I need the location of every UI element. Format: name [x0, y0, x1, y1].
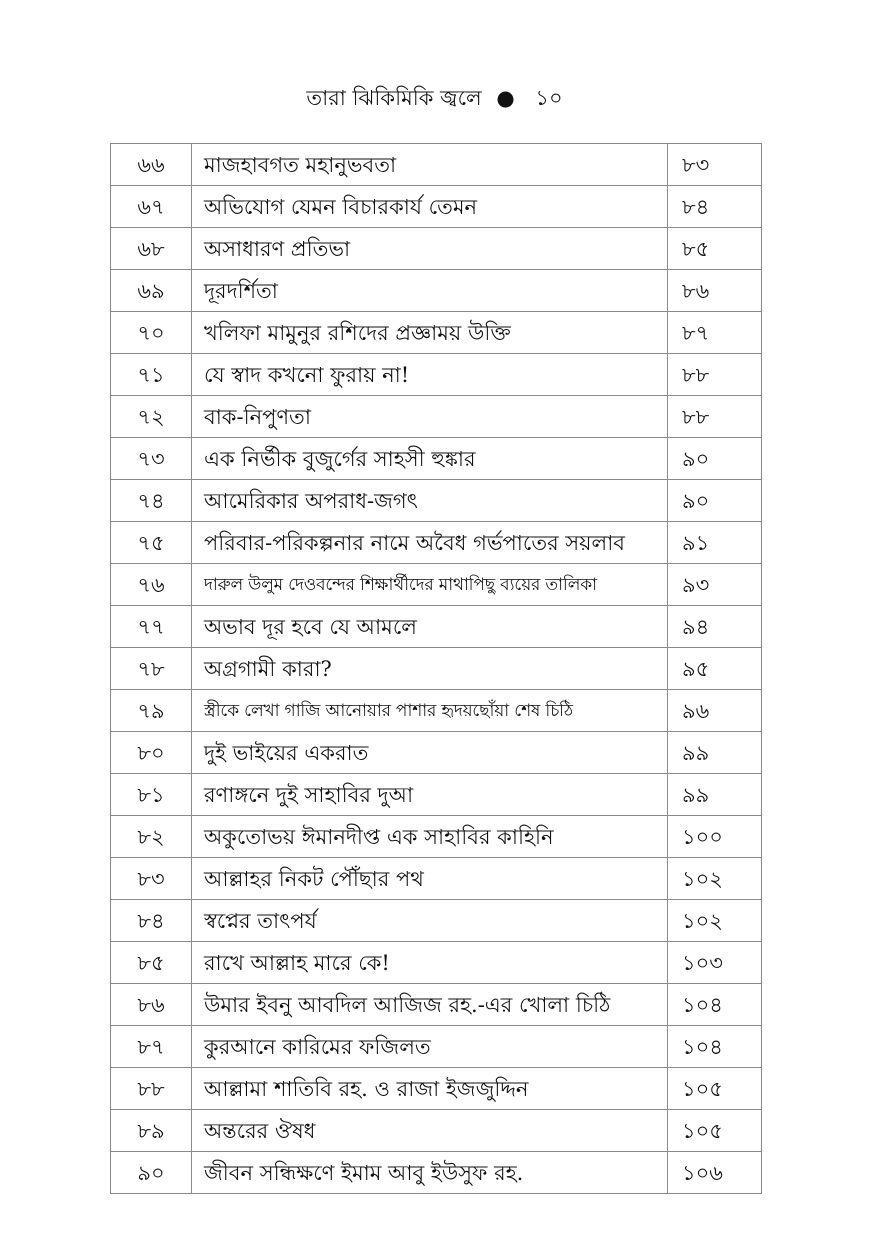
- chapter-number: ৭৬: [111, 564, 192, 606]
- chapter-page: ১০৪: [668, 984, 762, 1026]
- chapter-number: ৭৪: [111, 480, 192, 522]
- chapter-title: আমেরিকার অপরাধ-জগৎ: [192, 480, 668, 522]
- chapter-title: দূরদর্শিতা: [192, 270, 668, 312]
- table-row: [111, 354, 762, 396]
- chapter-title: উমার ইবনু আবদিল আজিজ রহ.-এর খোলা চিঠি: [192, 984, 668, 1026]
- page-number: ১০: [535, 86, 563, 110]
- chapter-number: ৮৩: [111, 858, 192, 900]
- chapter-number: ৬৭: [111, 186, 192, 228]
- chapter-number: ৭৮: [111, 648, 192, 690]
- table-row: [111, 144, 762, 186]
- table-row: [111, 564, 762, 606]
- table-row: [111, 984, 762, 1026]
- chapter-page: ৯৫: [668, 648, 762, 690]
- table-row: [111, 480, 762, 522]
- chapter-title: আল্লাহর নিকট পৌঁছার পথ: [192, 858, 668, 900]
- table-row: [111, 438, 762, 480]
- chapter-page: ১০৬: [668, 1152, 762, 1194]
- chapter-number: ৭১: [111, 354, 192, 396]
- chapter-page: ৮৫: [668, 228, 762, 270]
- chapter-title: কুরআনে কারিমের ফজিলত: [192, 1026, 668, 1068]
- table-row: [111, 228, 762, 270]
- chapter-title: অগ্রগামী কারা?: [192, 648, 668, 690]
- chapter-title: স্বপ্নের তাৎপর্য: [192, 900, 668, 942]
- chapter-page: ৮৮: [668, 354, 762, 396]
- chapter-page: ৯০: [668, 480, 762, 522]
- chapter-page: ৯৯: [668, 774, 762, 816]
- chapter-number: ৭৩: [111, 438, 192, 480]
- table-row: [111, 942, 762, 984]
- chapter-number: ৮৬: [111, 984, 192, 1026]
- chapter-title: দুই ভাইয়ের একরাত: [192, 732, 668, 774]
- chapter-title: জীবন সন্ধিক্ষণে ইমাম আবু ইউসুফ রহ.: [192, 1152, 668, 1194]
- chapter-title: যে স্বাদ কখনো ফুরায় না!: [192, 354, 668, 396]
- chapter-page: ১০৩: [668, 942, 762, 984]
- chapter-page: ৮৩: [668, 144, 762, 186]
- chapter-title: বাক-নিপুণতা: [192, 396, 668, 438]
- table-row: [111, 1110, 762, 1152]
- chapter-number: ৮৭: [111, 1026, 192, 1068]
- chapter-title: পরিবার-পরিকল্পনার নামে অবৈধ গর্ভপাতের সয়লাব: [192, 522, 668, 564]
- table-row: [111, 1026, 762, 1068]
- chapter-title: খলিফা মামুনুর রশিদের প্রজ্ঞাময় উক্তি: [192, 312, 668, 354]
- table-row: [111, 900, 762, 942]
- chapter-page: ১০২: [668, 900, 762, 942]
- chapter-page: ৯০: [668, 438, 762, 480]
- chapter-number: ৮৪: [111, 900, 192, 942]
- chapter-title: এক নির্ভীক বুজুর্গের সাহসী হুঙ্কার: [192, 438, 668, 480]
- chapter-page: ৯৪: [668, 606, 762, 648]
- chapter-number: ৭৭: [111, 606, 192, 648]
- chapter-page: ৯১: [668, 522, 762, 564]
- table-row: [111, 690, 762, 732]
- chapter-page: ৯৩: [668, 564, 762, 606]
- chapter-number: ৭২: [111, 396, 192, 438]
- chapter-title: অভাব দূর হবে যে আমলে: [192, 606, 668, 648]
- chapter-title: মাজহাবগত মহানুভবতা: [192, 144, 668, 186]
- book-title: তারা ঝিকিমিকি জ্বলে: [306, 86, 482, 110]
- chapter-page: ১০৫: [668, 1068, 762, 1110]
- chapter-number: ৮১: [111, 774, 192, 816]
- chapter-title: আল্লামা শাতিবি রহ. ও রাজা ইজজুদ্দিন: [192, 1068, 668, 1110]
- table-row: [111, 1068, 762, 1110]
- chapter-number: ৭৫: [111, 522, 192, 564]
- chapter-page: ১০৫: [668, 1110, 762, 1152]
- table-row: [111, 522, 762, 564]
- chapter-title: রাখে আল্লাহ মারে কে!: [192, 942, 668, 984]
- chapter-title: অকুতোভয় ঈমানদীপ্ত এক সাহাবির কাহিনি: [192, 816, 668, 858]
- chapter-number: ৮৮: [111, 1068, 192, 1110]
- chapter-title: দারুল উলুম দেওবন্দের শিক্ষার্থীদের মাথাপিছু ব্যয়ের তালিকা: [192, 564, 668, 606]
- chapter-page: ৮৬: [668, 270, 762, 312]
- table-of-contents: [110, 143, 762, 1194]
- chapter-number: ৭৯: [111, 690, 192, 732]
- chapter-page: ১০২: [668, 858, 762, 900]
- chapter-title: অন্তরের ঔষধ: [192, 1110, 668, 1152]
- table-row: [111, 858, 762, 900]
- table-row: [111, 606, 762, 648]
- chapter-title: অসাধারণ প্রতিভা: [192, 228, 668, 270]
- chapter-number: ৮৫: [111, 942, 192, 984]
- table-row: [111, 312, 762, 354]
- chapter-number: ৮৯: [111, 1110, 192, 1152]
- table-row: [111, 270, 762, 312]
- chapter-number: ৬৬: [111, 144, 192, 186]
- chapter-page: ৮৭: [668, 312, 762, 354]
- chapter-number: ৯০: [111, 1152, 192, 1194]
- chapter-page: ৮৪: [668, 186, 762, 228]
- chapter-page: ৯৬: [668, 690, 762, 732]
- chapter-number: ৬৮: [111, 228, 192, 270]
- table-row: [111, 774, 762, 816]
- running-header: [0, 84, 869, 112]
- chapter-page: ৯৯: [668, 732, 762, 774]
- chapter-title: স্ত্রীকে লেখা গাজি আনোয়ার পাশার হৃদয়ছোঁয়া শেষ চিঠি: [192, 690, 668, 732]
- chapter-title: অভিযোগ যেমন বিচারকার্য তেমন: [192, 186, 668, 228]
- table-row: [111, 816, 762, 858]
- chapter-number: ৭০: [111, 312, 192, 354]
- chapter-page: ১০৪: [668, 1026, 762, 1068]
- table-row: [111, 396, 762, 438]
- table-row: [111, 186, 762, 228]
- chapter-number: ৬৯: [111, 270, 192, 312]
- chapter-number: ৮০: [111, 732, 192, 774]
- chapter-page: ৮৮: [668, 396, 762, 438]
- chapter-number: ৮২: [111, 816, 192, 858]
- toc-body: [111, 144, 762, 1194]
- table-row: [111, 1152, 762, 1194]
- table-row: [111, 648, 762, 690]
- chapter-page: ১০০: [668, 816, 762, 858]
- table-row: [111, 732, 762, 774]
- chapter-title: রণাঙ্গনে দুই সাহাবির দুআ: [192, 774, 668, 816]
- bullet-separator: ●: [496, 86, 515, 110]
